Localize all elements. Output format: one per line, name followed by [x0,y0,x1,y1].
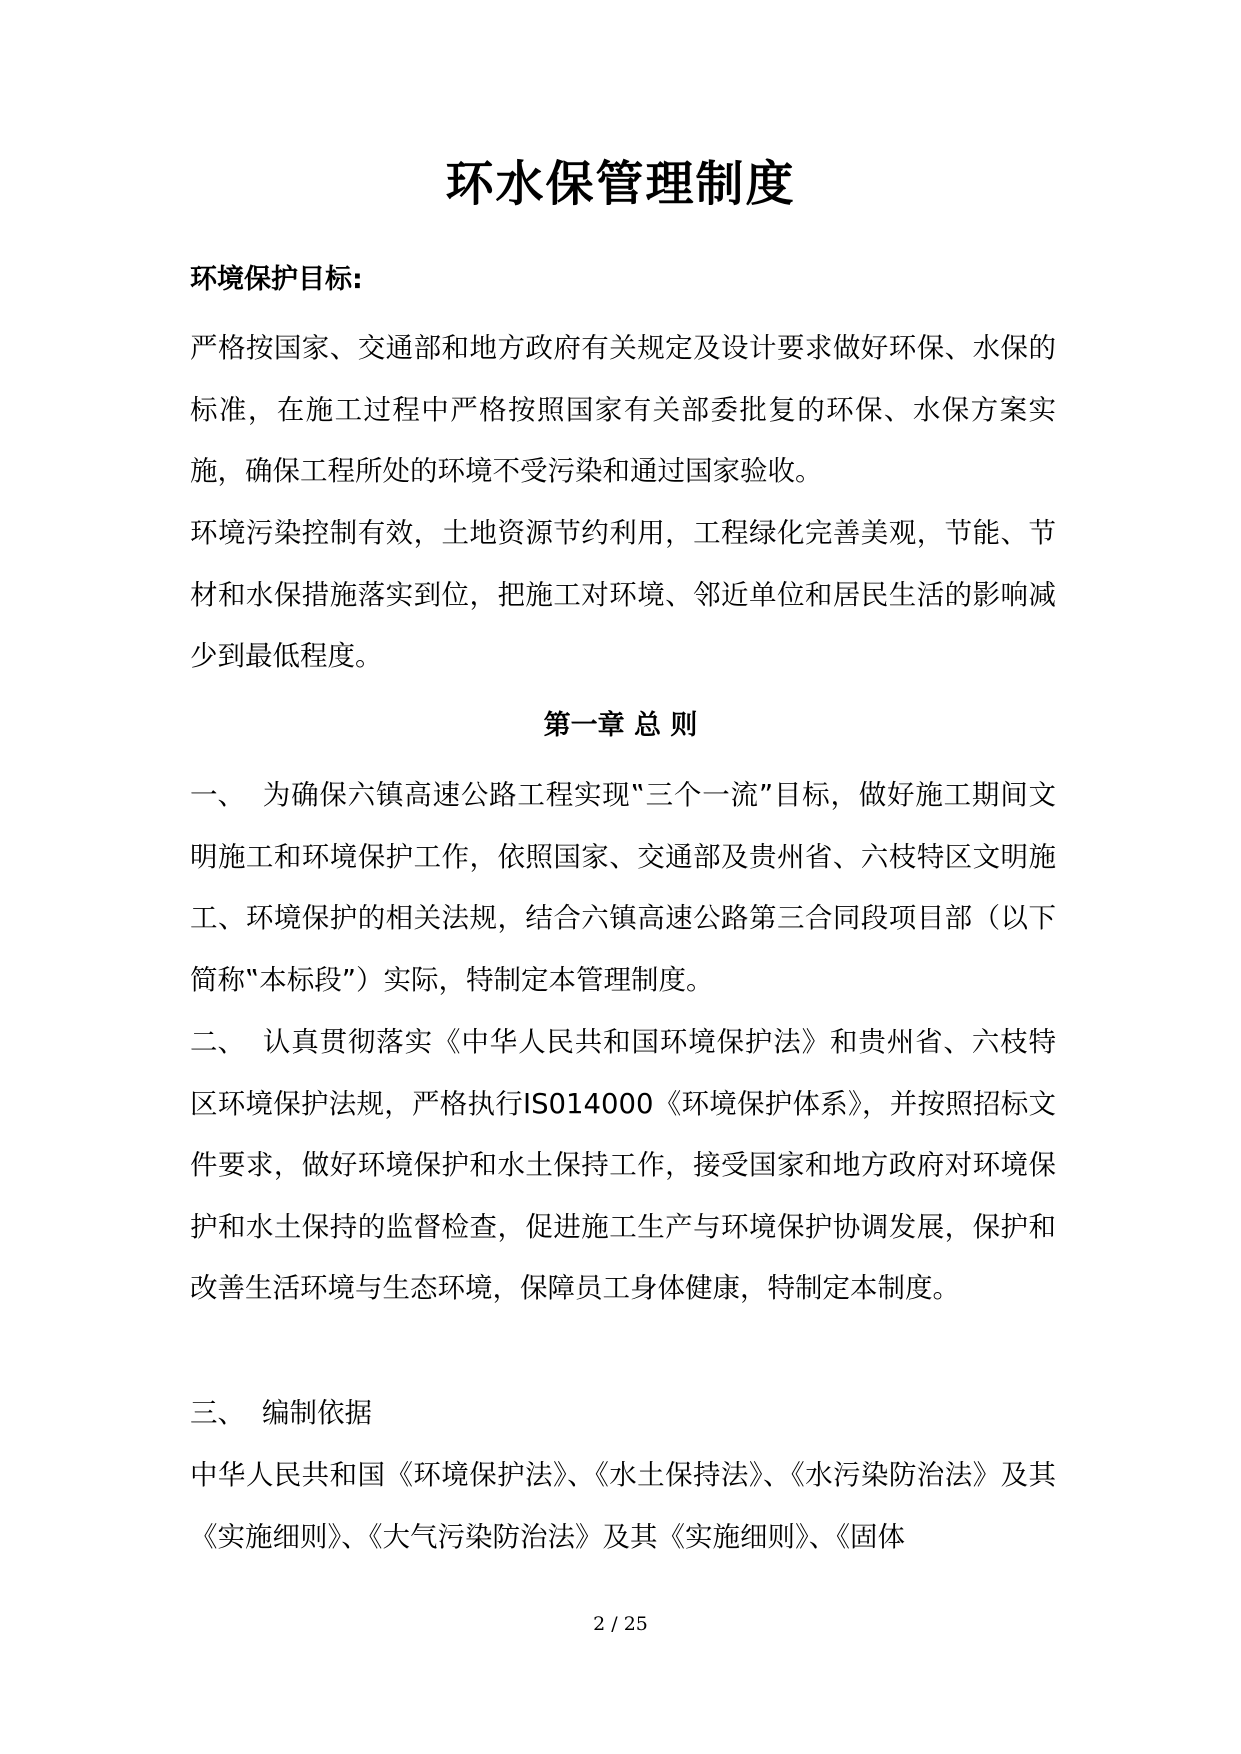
chapter-heading: 第一章 总 则 [543,710,698,741]
numbered-item-3 [190,1383,1056,1445]
page-number: 2 / 25 [593,1613,648,1635]
item-text: 认真贯彻落实《中华人民共和国环境保护法》和贵州省、六枝特区环境保护法规，严格执行IS014000《环境保护体系》，并按照招标文件要求，做好环境保护和水土保持工作，接受国家和地方政府对环境保护和水土保持的监督检查，促进施工生产与环境保护协调发展，保护和改善生活环境与生态环境，保障员工身体健康，特制定本制度。 [190,1026,1056,1305]
numbered-item-2 [190,1012,1056,1320]
paragraph-environmental-goal: 严格按国家、交通部和地方政府有关规定及设计要求做好环保、水保的标准，在施工过程中严格按照国家有关部委批复的环保、水保方案实施，确保工程所处的环境不受污染和通过国家验收。 [190,332,1056,488]
paragraph-pollution-control: 环境污染控制有效，土地资源节约利用，工程绿化完善美观，节能、节材和水保措施落实到位，把施工对环境、邻近单位和居民生活的影响减少到最低程度。 [190,517,1056,673]
item-number: 三、 [190,1397,245,1429]
section-heading: 环境保护目标: [190,264,363,295]
document-title: 环水保管理制度 [445,156,796,212]
item-text: 为确保六镇高速公路工程实现‟三个一流”目标，做好施工期间文明施工和环境保护工作，依照国家、交通部及贵州省、六枝特区文明施工、环境保护的相关法规，结合六镇高速公路第三合同段项目部（以下简称‟本标段”）实际，特制定本管理制度。 [190,779,1056,996]
item-text: 编制依据 [262,1397,372,1429]
item-number: 二、 [190,1026,245,1058]
item-number: 一、 [190,779,245,811]
numbered-item-1 [190,765,1056,1011]
paragraph-legal-basis: 中华人民共和国《环境保护法》、《水土保持法》、《水污染防治法》及其《实施细则》、《大气污染防治法》及其《实施细则》、《固体 [190,1459,1056,1553]
